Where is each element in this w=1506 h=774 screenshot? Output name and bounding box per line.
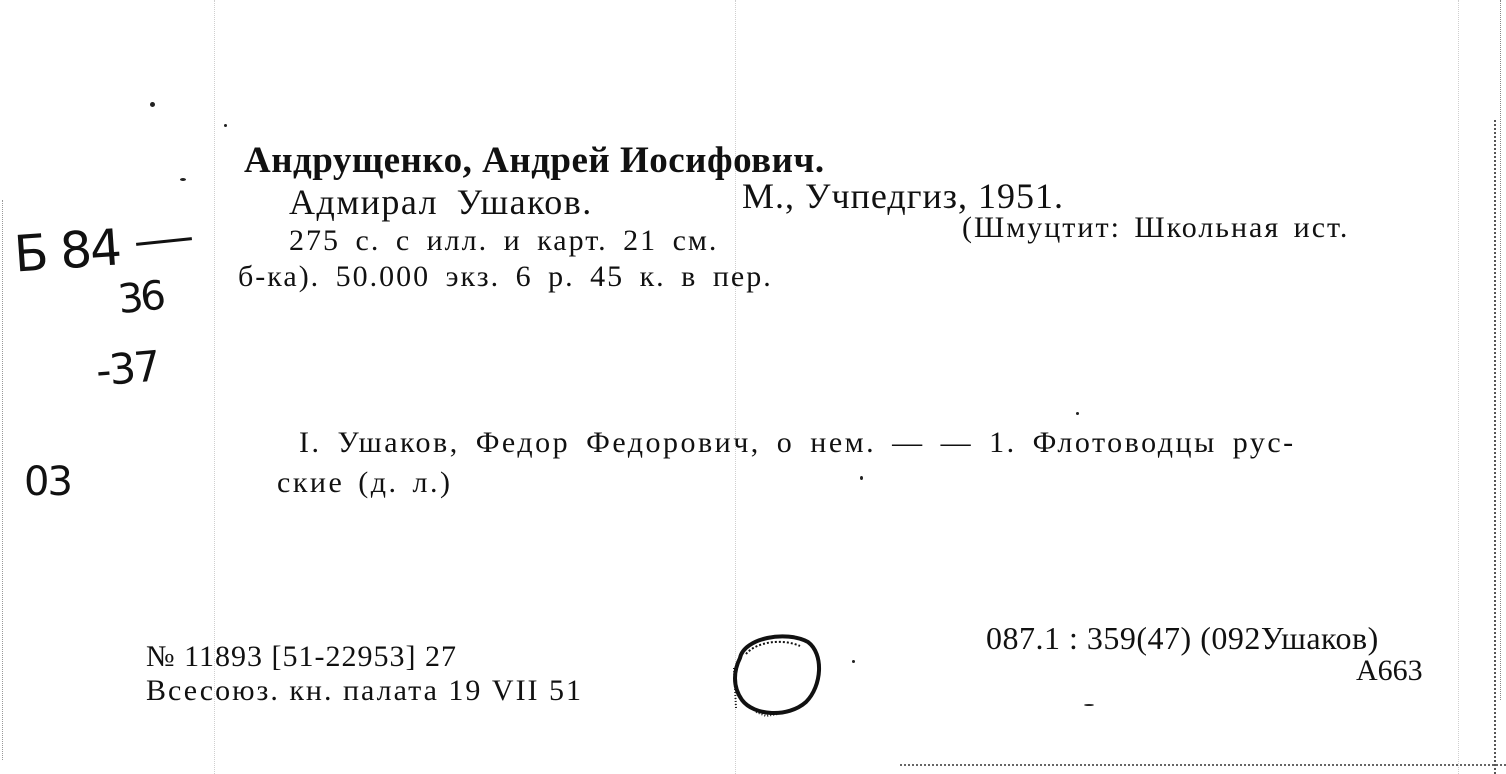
handwritten-number-36: 36	[115, 272, 166, 324]
speck	[180, 178, 186, 181]
handwritten-number-03: 03	[24, 459, 71, 505]
book-title: Адмирал Ушаков.	[289, 182, 593, 222]
subject-tracing-line-1: I. Ушаков, Федор Федорович, о нем. — — 1. Флотоводцы рус-	[299, 426, 1296, 459]
card-edge-left	[2, 200, 5, 760]
handwritten-shelf-mark: Б 84	[12, 218, 122, 284]
speck	[1084, 704, 1094, 706]
series-note-continuation: б-ка). 50.000 экз. 6 р. 45 к. в пер.	[238, 260, 773, 293]
card-edge-right-outer	[1500, 0, 1503, 700]
author-code: А663	[1356, 654, 1423, 687]
speck	[224, 124, 227, 127]
speck	[860, 476, 863, 480]
scan-line	[1458, 0, 1460, 774]
card-edge-bottom	[900, 764, 1506, 768]
classification-udc: 087.1 : 359(47) (092Ушаков)	[986, 620, 1379, 656]
speck	[1076, 412, 1079, 415]
speck	[150, 102, 155, 107]
collation: 275 с. с илл. и карт. 21 см.	[289, 224, 719, 257]
punch-hole-mark	[726, 628, 822, 718]
speck	[852, 660, 855, 663]
handwritten-number-37: -37	[93, 341, 161, 396]
subject-tracing-line-2: ские (д. л.)	[277, 466, 453, 499]
card-edge-right	[1494, 120, 1499, 774]
series-note: (Шмуцтит: Школьная ист.	[962, 211, 1350, 244]
author-heading: Андрущенко, Андрей Иосифович.	[244, 140, 825, 181]
book-chamber-line: Всесоюз. кн. палата 19 VII 51	[146, 674, 584, 707]
registration-number: № 11893 [51-22953] 27	[146, 640, 457, 673]
imprint: М., Учпедгиз, 1951.	[742, 176, 1064, 216]
handwritten-dash	[136, 237, 192, 246]
